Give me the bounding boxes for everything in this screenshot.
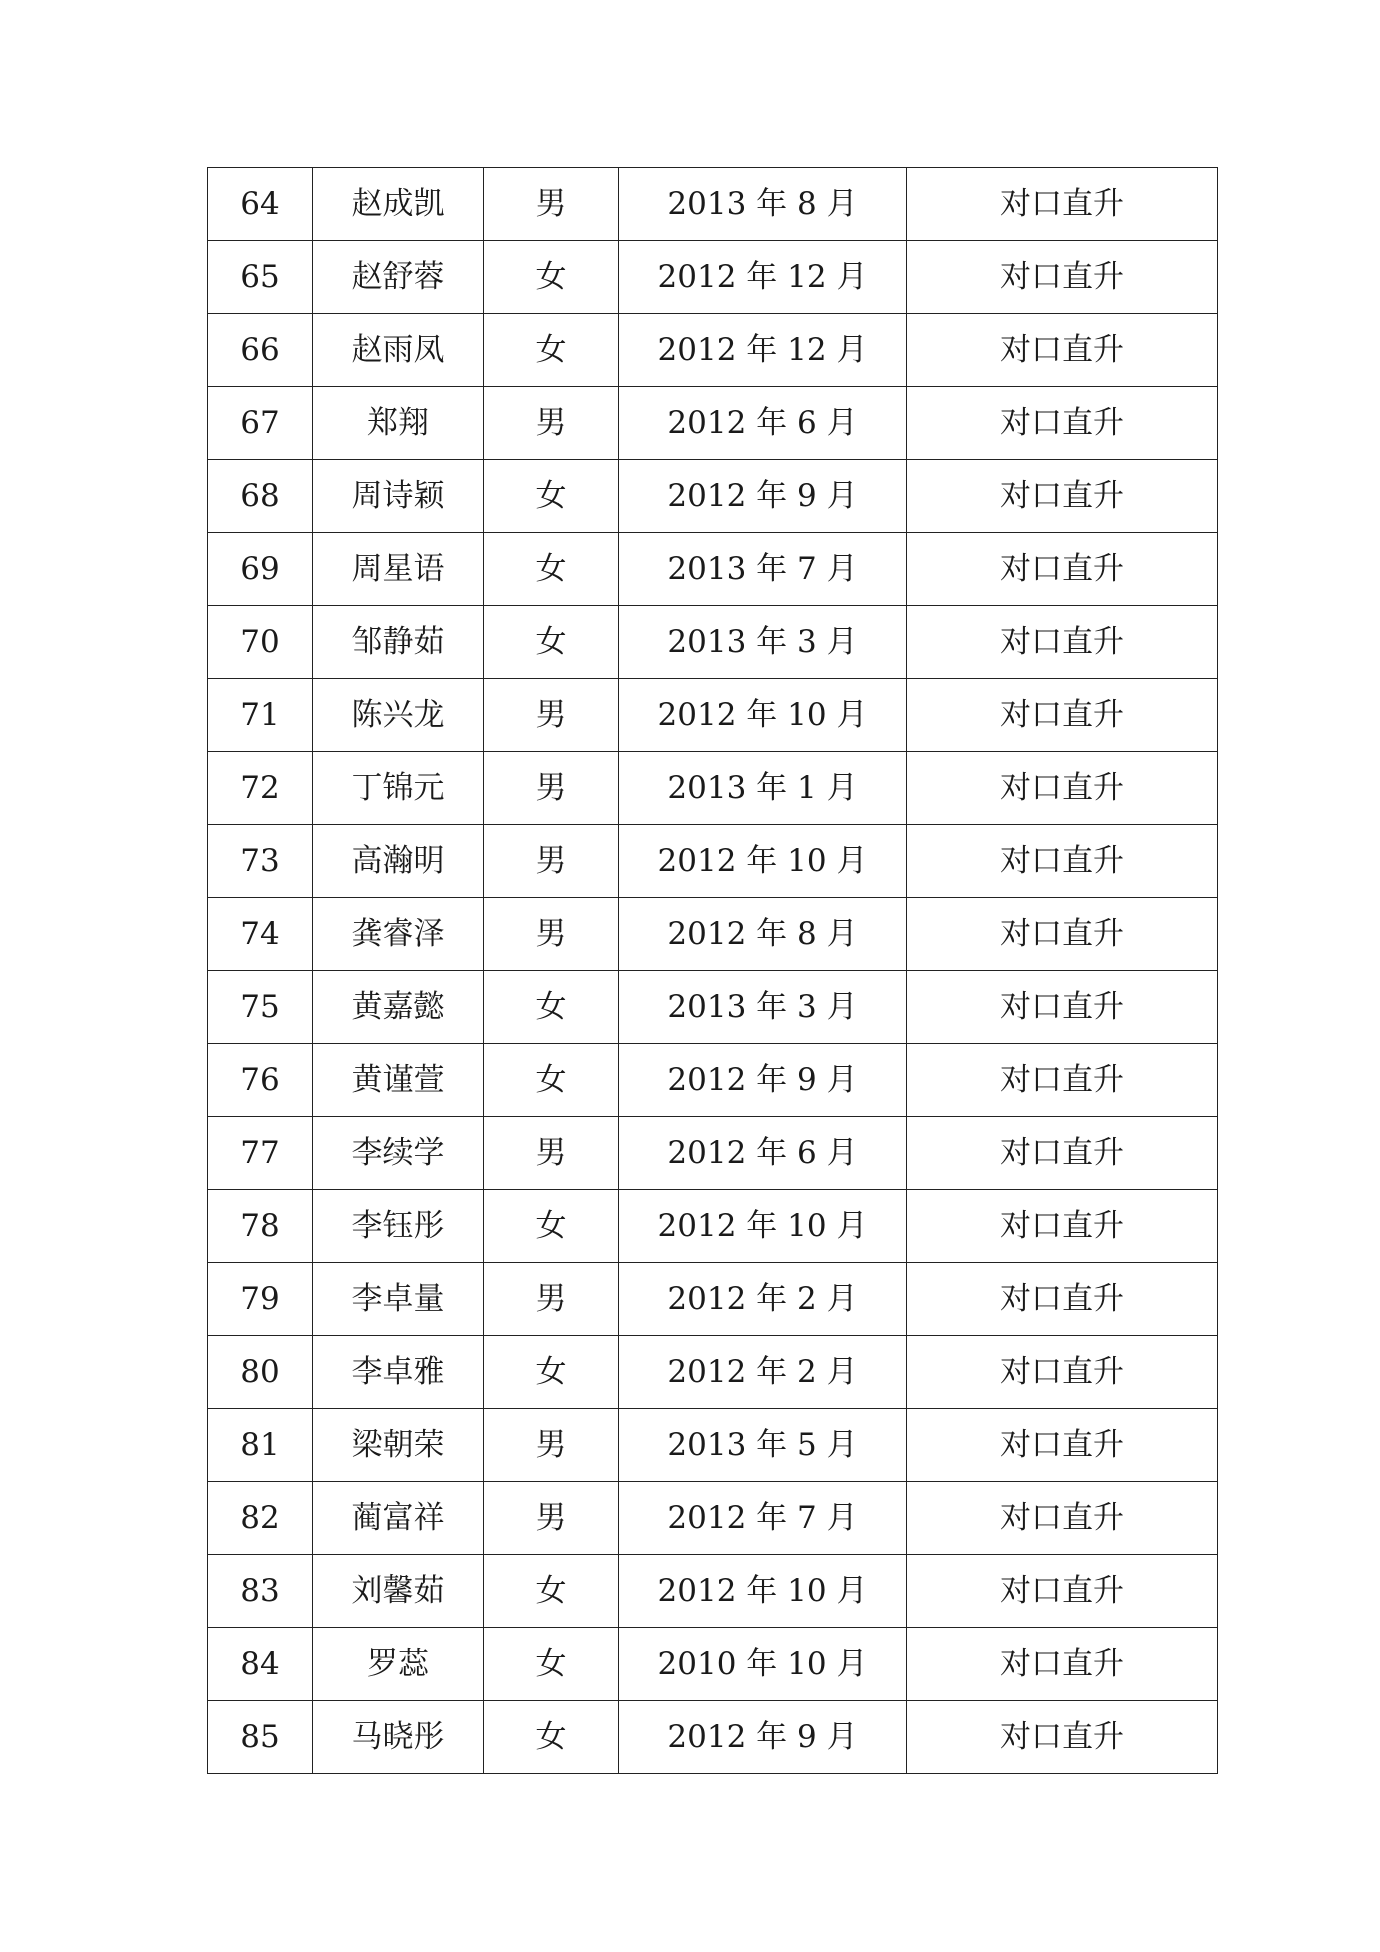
- student-name-cell: 高瀚明: [313, 825, 484, 898]
- gender-cell: 女: [484, 971, 619, 1044]
- birth-date-cell: 2012 年 6 月: [619, 387, 907, 460]
- admission-type-cell: 对口直升: [907, 679, 1218, 752]
- gender-cell: 女: [484, 314, 619, 387]
- row-number-cell: 73: [208, 825, 313, 898]
- table-row: [208, 1190, 1218, 1263]
- birth-date-cell: 2012 年 10 月: [619, 1555, 907, 1628]
- admission-type-cell: 对口直升: [907, 387, 1218, 460]
- birth-date-cell: 2012 年 9 月: [619, 1701, 907, 1774]
- row-number-cell: 75: [208, 971, 313, 1044]
- student-name-cell: 赵雨凤: [313, 314, 484, 387]
- gender-cell: 女: [484, 533, 619, 606]
- table-row: [208, 1044, 1218, 1117]
- table-row: [208, 241, 1218, 314]
- table-row: [208, 1336, 1218, 1409]
- gender-cell: 男: [484, 1117, 619, 1190]
- gender-cell: 女: [484, 1190, 619, 1263]
- table-row: [208, 168, 1218, 241]
- table-row: [208, 1263, 1218, 1336]
- student-name-cell: 陈兴龙: [313, 679, 484, 752]
- birth-date-cell: 2013 年 3 月: [619, 606, 907, 679]
- birth-date-cell: 2013 年 3 月: [619, 971, 907, 1044]
- row-number-cell: 70: [208, 606, 313, 679]
- student-name-cell: 黄嘉懿: [313, 971, 484, 1044]
- student-name-cell: 黄谨萱: [313, 1044, 484, 1117]
- row-number-cell: 82: [208, 1482, 313, 1555]
- table-row: [208, 460, 1218, 533]
- row-number-cell: 83: [208, 1555, 313, 1628]
- admission-type-cell: 对口直升: [907, 168, 1218, 241]
- birth-date-cell: 2012 年 10 月: [619, 825, 907, 898]
- admission-type-cell: 对口直升: [907, 1117, 1218, 1190]
- row-number-cell: 65: [208, 241, 313, 314]
- student-name-cell: 郑翔: [313, 387, 484, 460]
- student-name-cell: 周星语: [313, 533, 484, 606]
- admission-type-cell: 对口直升: [907, 241, 1218, 314]
- roster-body: [208, 168, 1218, 1774]
- row-number-cell: 77: [208, 1117, 313, 1190]
- gender-cell: 男: [484, 387, 619, 460]
- table-row: [208, 533, 1218, 606]
- birth-date-cell: 2012 年 2 月: [619, 1336, 907, 1409]
- gender-cell: 男: [484, 168, 619, 241]
- gender-cell: 男: [484, 1482, 619, 1555]
- gender-cell: 女: [484, 460, 619, 533]
- admission-type-cell: 对口直升: [907, 1482, 1218, 1555]
- student-name-cell: 刘馨茹: [313, 1555, 484, 1628]
- row-number-cell: 68: [208, 460, 313, 533]
- row-number-cell: 69: [208, 533, 313, 606]
- row-number-cell: 72: [208, 752, 313, 825]
- row-number-cell: 78: [208, 1190, 313, 1263]
- birth-date-cell: 2012 年 9 月: [619, 460, 907, 533]
- gender-cell: 女: [484, 1336, 619, 1409]
- admission-type-cell: 对口直升: [907, 1555, 1218, 1628]
- gender-cell: 女: [484, 1628, 619, 1701]
- birth-date-cell: 2012 年 10 月: [619, 679, 907, 752]
- table-row: [208, 1117, 1218, 1190]
- admission-type-cell: 对口直升: [907, 1190, 1218, 1263]
- row-number-cell: 66: [208, 314, 313, 387]
- birth-date-cell: 2012 年 9 月: [619, 1044, 907, 1117]
- student-name-cell: 赵成凯: [313, 168, 484, 241]
- table-row: [208, 1555, 1218, 1628]
- row-number-cell: 79: [208, 1263, 313, 1336]
- gender-cell: 女: [484, 1701, 619, 1774]
- admission-type-cell: 对口直升: [907, 1409, 1218, 1482]
- birth-date-cell: 2012 年 7 月: [619, 1482, 907, 1555]
- row-number-cell: 76: [208, 1044, 313, 1117]
- birth-date-cell: 2013 年 5 月: [619, 1409, 907, 1482]
- student-name-cell: 李卓量: [313, 1263, 484, 1336]
- student-name-cell: 李续学: [313, 1117, 484, 1190]
- birth-date-cell: 2012 年 12 月: [619, 241, 907, 314]
- admission-type-cell: 对口直升: [907, 1263, 1218, 1336]
- admission-type-cell: 对口直升: [907, 971, 1218, 1044]
- birth-date-cell: 2013 年 8 月: [619, 168, 907, 241]
- birth-date-cell: 2013 年 1 月: [619, 752, 907, 825]
- admission-type-cell: 对口直升: [907, 1336, 1218, 1409]
- gender-cell: 男: [484, 1409, 619, 1482]
- birth-date-cell: 2012 年 10 月: [619, 1190, 907, 1263]
- table-row: [208, 825, 1218, 898]
- gender-cell: 女: [484, 1044, 619, 1117]
- student-roster-table: [207, 167, 1218, 1774]
- table-row: [208, 971, 1218, 1044]
- table-row: [208, 314, 1218, 387]
- student-name-cell: 赵舒蓉: [313, 241, 484, 314]
- birth-date-cell: 2012 年 8 月: [619, 898, 907, 971]
- row-number-cell: 74: [208, 898, 313, 971]
- student-name-cell: 李钰彤: [313, 1190, 484, 1263]
- row-number-cell: 71: [208, 679, 313, 752]
- student-name-cell: 梁朝荣: [313, 1409, 484, 1482]
- admission-type-cell: 对口直升: [907, 606, 1218, 679]
- table-row: [208, 679, 1218, 752]
- student-name-cell: 马晓彤: [313, 1701, 484, 1774]
- admission-type-cell: 对口直升: [907, 752, 1218, 825]
- admission-type-cell: 对口直升: [907, 533, 1218, 606]
- student-name-cell: 蔺富祥: [313, 1482, 484, 1555]
- gender-cell: 男: [484, 898, 619, 971]
- gender-cell: 男: [484, 825, 619, 898]
- admission-type-cell: 对口直升: [907, 1628, 1218, 1701]
- birth-date-cell: 2012 年 12 月: [619, 314, 907, 387]
- table-row: [208, 387, 1218, 460]
- gender-cell: 男: [484, 1263, 619, 1336]
- student-name-cell: 邹静茹: [313, 606, 484, 679]
- birth-date-cell: 2012 年 2 月: [619, 1263, 907, 1336]
- table-row: [208, 1482, 1218, 1555]
- row-number-cell: 81: [208, 1409, 313, 1482]
- student-name-cell: 龚睿泽: [313, 898, 484, 971]
- admission-type-cell: 对口直升: [907, 1044, 1218, 1117]
- student-name-cell: 罗蕊: [313, 1628, 484, 1701]
- student-name-cell: 李卓雅: [313, 1336, 484, 1409]
- table-row: [208, 898, 1218, 971]
- student-name-cell: 周诗颖: [313, 460, 484, 533]
- gender-cell: 男: [484, 679, 619, 752]
- gender-cell: 女: [484, 606, 619, 679]
- table-row: [208, 1628, 1218, 1701]
- gender-cell: 男: [484, 752, 619, 825]
- table-row: [208, 1409, 1218, 1482]
- student-name-cell: 丁锦元: [313, 752, 484, 825]
- admission-type-cell: 对口直升: [907, 460, 1218, 533]
- birth-date-cell: 2010 年 10 月: [619, 1628, 907, 1701]
- admission-type-cell: 对口直升: [907, 314, 1218, 387]
- row-number-cell: 84: [208, 1628, 313, 1701]
- admission-type-cell: 对口直升: [907, 898, 1218, 971]
- gender-cell: 女: [484, 1555, 619, 1628]
- row-number-cell: 85: [208, 1701, 313, 1774]
- row-number-cell: 64: [208, 168, 313, 241]
- table-row: [208, 1701, 1218, 1774]
- table-row: [208, 606, 1218, 679]
- birth-date-cell: 2012 年 6 月: [619, 1117, 907, 1190]
- admission-type-cell: 对口直升: [907, 1701, 1218, 1774]
- row-number-cell: 67: [208, 387, 313, 460]
- admission-type-cell: 对口直升: [907, 825, 1218, 898]
- gender-cell: 女: [484, 241, 619, 314]
- row-number-cell: 80: [208, 1336, 313, 1409]
- birth-date-cell: 2013 年 7 月: [619, 533, 907, 606]
- table-row: [208, 752, 1218, 825]
